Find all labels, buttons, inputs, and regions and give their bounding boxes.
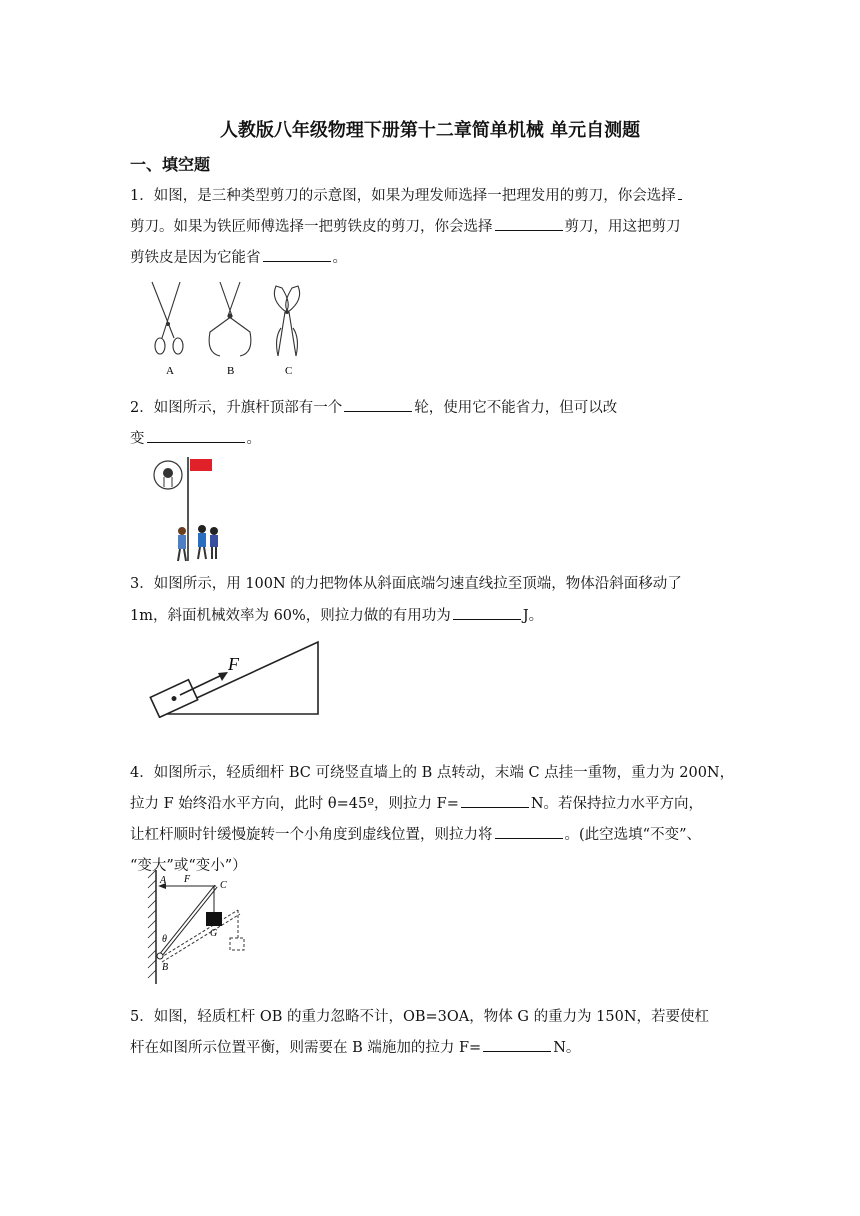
scissors-figure <box>140 278 310 378</box>
weight-block <box>206 912 222 926</box>
q2-blank-1[interactable] <box>344 397 412 412</box>
q3-line2: 1m，斜面机械效率为 60%，则拉力做的有用功为 J。 <box>130 604 543 625</box>
flagpole-figure <box>152 455 232 565</box>
lever-dashed <box>160 910 238 958</box>
q1-line3: 剪铁皮是因为它能省 。 <box>130 246 347 267</box>
lever-wall-figure <box>144 868 254 988</box>
force-label: F <box>228 654 239 674</box>
q1-line2: 剪刀。如果为铁匠师傅选择一把剪铁皮的剪刀，你会选择 剪刀，用这把剪刀 <box>130 215 681 236</box>
weight-dashed <box>230 938 244 950</box>
q4-line4: “变大”或“变小”） <box>130 858 247 874</box>
scissors-c-icon <box>274 286 299 356</box>
q2-line2: 变 。 <box>130 427 261 448</box>
q2-blank-2[interactable] <box>147 428 245 443</box>
q1-line1: 1．如图，是三种类型剪刀的示意图，如果为理发师选择一把理发用的剪刀，你会选择 <box>130 184 684 205</box>
scissors-b-icon <box>209 282 251 356</box>
label-a: A <box>160 875 167 886</box>
label-b: B <box>162 962 169 973</box>
q5-blank-1[interactable] <box>483 1037 551 1052</box>
q4-line2: 拉力 F 始终沿水平方向，此时 θ=45º，则拉力 F= N。若保持拉力水平方向， <box>130 792 703 813</box>
block-on-incline <box>150 680 197 718</box>
fig1-label-a: A <box>166 365 174 377</box>
q1-blank-2[interactable] <box>495 216 563 231</box>
q5-line2: 杆在如图所示位置平衡，则需要在 B 端施加的拉力 F= N。 <box>130 1036 580 1057</box>
q1-blank-3[interactable] <box>263 247 331 262</box>
q4-line1: 4．如图所示，轻质细杆 BC 可绕竖直墙上的 B 点转动，末端 C 点挂一重物，重力为 200N， <box>130 765 735 781</box>
fig1-label-c: C <box>285 365 293 377</box>
label-g: G <box>210 928 218 939</box>
page-title: 人教版八年级物理下册第十二章简单机械 单元自测题 <box>219 120 641 141</box>
flag-icon <box>190 459 212 471</box>
q3-line1: 3．如图所示，用 100N 的力把物体从斜面底端匀速直线拉至顶端，物体沿斜面移动了 <box>130 576 682 592</box>
q4-line3: 让杠杆顺时针缓慢旋转一个小角度到虚线位置，则拉力将 。(此空选填“不变”、 <box>130 823 701 844</box>
q2-line1: 2．如图所示，升旗杆顶部有一个 轮，使用它不能省力，但可以改 <box>130 396 617 417</box>
students-icon <box>178 525 218 561</box>
q4-blank-1[interactable] <box>461 793 529 808</box>
incline-figure <box>148 638 324 718</box>
q4-blank-2[interactable] <box>495 824 563 839</box>
fig1-label-b: B <box>227 365 235 377</box>
label-f: F <box>184 874 191 885</box>
q1-blank-1[interactable] <box>678 185 682 200</box>
section-heading: 一、填空题 <box>130 155 211 174</box>
label-theta: θ <box>162 934 167 945</box>
label-c: C <box>220 880 227 891</box>
q5-line1: 5．如图，轻质杠杆 OB 的重力忽略不计，OB=3OA，物体 G 的重力为 150N，若要使杠 <box>130 1009 710 1025</box>
scissors-a-icon <box>152 282 183 354</box>
q3-blank-1[interactable] <box>453 605 521 620</box>
